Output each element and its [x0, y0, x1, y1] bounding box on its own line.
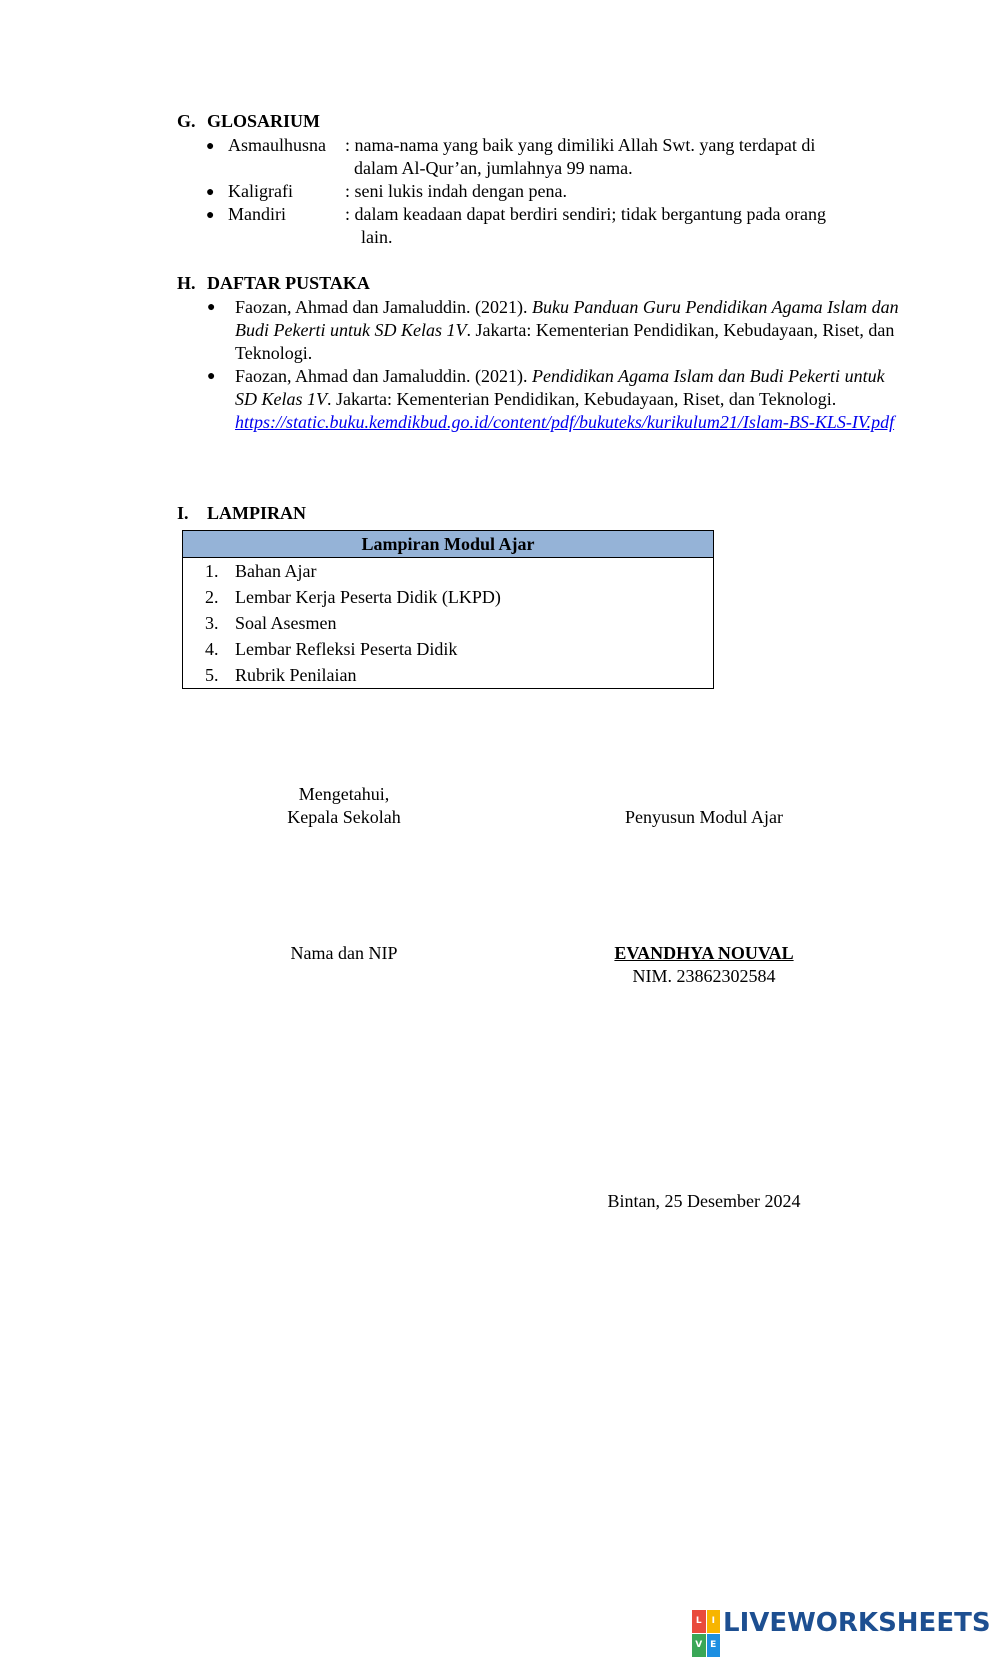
- table-row: [183, 558, 714, 585]
- mark-letter: L: [692, 1610, 706, 1633]
- mark-letter: E: [707, 1634, 721, 1657]
- section-letter: I.: [177, 503, 189, 523]
- item-number: 5.: [205, 664, 219, 685]
- mark-letter: V: [692, 1634, 706, 1657]
- bullet-icon: ●: [206, 208, 215, 223]
- section-title: LAMPIRAN: [207, 503, 306, 523]
- table-row: [183, 584, 714, 610]
- liveworksheets-text: LIVEWORKSHEETS: [723, 1607, 991, 1638]
- reference-title: Buku Panduan Guru Pendidikan Agama Islam dan Budi Pekerti untuk SD Kelas 1V: [235, 297, 899, 340]
- table-row: [183, 662, 714, 689]
- item-number: 3.: [205, 612, 219, 633]
- table-header: Lampiran Modul Ajar: [183, 531, 714, 558]
- bullet-icon: ●: [206, 185, 215, 200]
- bullet-icon: ●: [207, 300, 216, 315]
- liveworksheets-logo: [692, 1607, 991, 1650]
- reference-link[interactable]: https://static.buku.kemdikbud.go.id/content/pdf/bukuteks/kurikulum21/Islam-BS-KLS-IV.pdf: [235, 412, 895, 432]
- item-label: Rubrik Penilaian: [235, 664, 357, 685]
- item-label: Bahan Ajar: [235, 560, 317, 581]
- bullet-icon: ●: [206, 139, 215, 154]
- glossary-term: Kaligrafi: [228, 181, 293, 201]
- section-letter: H.: [177, 273, 196, 293]
- glosarium-heading: [177, 110, 320, 133]
- liveworksheets-mark-icon: [692, 1610, 720, 1650]
- signature-right-role: Penyusun Modul Ajar: [624, 807, 783, 827]
- reference-publisher: . Jakarta: Kementerian Pendidikan, Kebudayaan, Riset, dan Teknologi.: [235, 320, 895, 363]
- principal-role: Kepala Sekolah: [287, 807, 401, 827]
- signature-left: [244, 783, 444, 829]
- author-name: EVANDHYA NOUVAL: [614, 943, 794, 963]
- section-title: DAFTAR PUSTAKA: [207, 273, 370, 293]
- glossary-definition: : seni lukis indah dengan pena.: [345, 181, 567, 201]
- glossary-definition-cont: dalam Al-Qur’an, jumlahnya 99 nama.: [354, 158, 633, 178]
- lampiran-heading: [177, 502, 306, 525]
- table-row: [183, 636, 714, 662]
- place-date: Bintan, 25 Desember 2024: [607, 1191, 801, 1211]
- item-label: Lembar Kerja Peserta Didik (LKPD): [235, 586, 501, 607]
- mark-letter: I: [707, 1610, 721, 1633]
- section-letter: G.: [177, 111, 196, 131]
- glossary-term: Mandiri: [228, 204, 286, 224]
- author-id: NIM. 23862302584: [632, 966, 776, 986]
- item-number: 2.: [205, 586, 219, 607]
- glossary-definition: : dalam keadaan dapat berdiri sendiri; tidak bergantung pada orang: [345, 204, 826, 224]
- daftar-pustaka-heading: [177, 272, 370, 295]
- bullet-icon: ●: [207, 369, 216, 384]
- section-title: GLOSARIUM: [207, 111, 321, 131]
- glossary-definition-cont: lain.: [361, 227, 393, 247]
- glossary-definition: : nama-nama yang baik yang dimiliki Allah Swt. yang terdapat di: [345, 135, 816, 155]
- reference-item: [207, 365, 905, 434]
- item-number: 4.: [205, 638, 219, 659]
- item-label: Soal Asesmen: [235, 612, 337, 633]
- reference-authors: Faozan, Ahmad dan Jamaluddin. (2021).: [235, 366, 532, 386]
- signature-right: [584, 942, 824, 988]
- acknowledgement-label: Mengetahui,: [298, 784, 390, 804]
- item-label: Lembar Refleksi Peserta Didik: [235, 638, 458, 659]
- reference-publisher: . Jakarta: Kementerian Pendidikan, Kebudayaan, Riset, dan Teknologi.: [327, 389, 837, 409]
- glossary-term: Asmaulhusna: [228, 135, 326, 155]
- reference-title: Pendidikan Agama Islam dan Budi Pekerti untuk SD Kelas 1V: [235, 366, 885, 409]
- table-row: [183, 610, 714, 636]
- reference-item: [207, 296, 905, 365]
- principal-name: Nama dan NIP: [290, 943, 398, 963]
- reference-authors: Faozan, Ahmad dan Jamaluddin. (2021).: [235, 297, 532, 317]
- lampiran-table: [182, 530, 714, 689]
- item-number: 1.: [205, 560, 219, 581]
